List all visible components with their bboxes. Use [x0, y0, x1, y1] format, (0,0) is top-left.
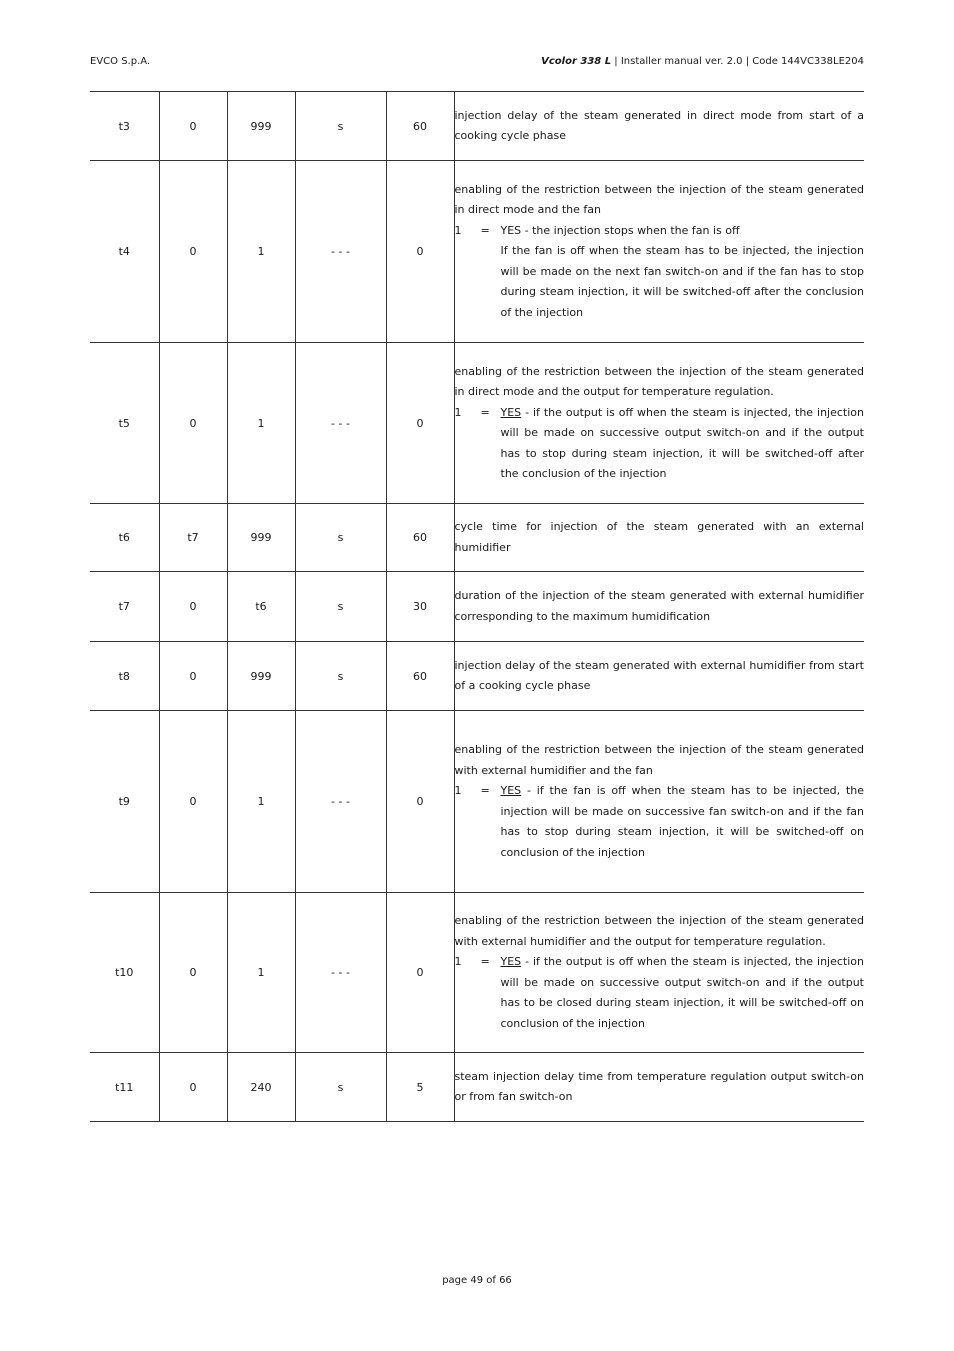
param-default: 0	[386, 893, 454, 1053]
doc-version-code: | Installer manual ver. 2.0 | Code 144VC338LE204	[611, 56, 864, 67]
param-min: 0	[159, 161, 227, 343]
option-key: 1	[454, 405, 462, 419]
param-code: t7	[90, 572, 159, 642]
option-text: YES - the injection stops when the fan is off	[500, 223, 740, 237]
description-text: duration of the injection of the steam generated with external humidifier corresponding to the maximum humidification	[454, 589, 864, 623]
param-description	[454, 161, 864, 343]
param-max: 999	[227, 504, 295, 572]
param-default: 60	[386, 504, 454, 572]
param-description	[454, 504, 864, 572]
param-description	[454, 92, 864, 161]
option-key: 1	[454, 223, 462, 237]
option-note: If the fan is off when the steam has to be injected, the injection will be made on the next fan switch-on and if the fan has to stop during steam injection, it will be switched-off after the conclusion of the injection	[500, 244, 864, 319]
param-unit: s	[295, 642, 386, 711]
option-text: - if the output is off when the steam is injected, the injection will be made on successive output switch-on and if the output has to stop during steam injection, it will be switched-off after the conclusion of the injection	[500, 405, 864, 480]
param-default: 60	[386, 92, 454, 161]
param-min: 0	[159, 642, 227, 711]
param-max: 1	[227, 343, 295, 504]
parameters-table	[90, 91, 864, 1122]
option-yes: YES	[500, 784, 522, 797]
param-description	[454, 893, 864, 1053]
param-min: 0	[159, 1053, 227, 1122]
param-code: t5	[90, 343, 159, 504]
param-default: 5	[386, 1053, 454, 1122]
table-row	[90, 343, 864, 504]
param-description	[454, 1053, 864, 1122]
option-line	[455, 221, 865, 324]
param-max: 1	[227, 711, 295, 893]
option-line	[455, 781, 865, 863]
param-min: 0	[159, 572, 227, 642]
param-max: 1	[227, 161, 295, 343]
param-min: 0	[159, 343, 227, 504]
param-default: 0	[386, 161, 454, 343]
param-code: t4	[90, 161, 159, 343]
param-max: t6	[227, 572, 295, 642]
table-row	[90, 161, 864, 343]
option-equals: =	[480, 223, 490, 237]
param-max: 999	[227, 92, 295, 161]
param-unit: - - -	[295, 161, 386, 343]
param-code: t10	[90, 893, 159, 1053]
description-text: injection delay of the steam generated with external humidifier from start of a cooking cycle phase	[454, 658, 864, 692]
table-row	[90, 572, 864, 642]
param-default: 30	[386, 572, 454, 642]
param-unit: s	[295, 572, 386, 642]
option-key: 1	[454, 784, 462, 797]
header-company: EVCO S.p.A.	[90, 56, 151, 67]
param-description	[454, 343, 864, 504]
table-row	[90, 504, 864, 572]
table-row	[90, 711, 864, 893]
option-yes: YES	[500, 405, 522, 419]
param-min: 0	[159, 92, 227, 161]
param-max: 999	[227, 642, 295, 711]
param-code: t8	[90, 642, 159, 711]
description-text: cycle time for injection of the steam generated with an external humidifier	[454, 520, 864, 554]
param-max: 240	[227, 1053, 295, 1122]
param-unit: s	[295, 92, 386, 161]
param-unit: s	[295, 1053, 386, 1122]
param-unit: - - -	[295, 893, 386, 1053]
description-text: enabling of the restriction between the injection of the steam generated with external humidifier and the fan	[454, 743, 864, 777]
option-equals: =	[480, 784, 490, 797]
param-unit: s	[295, 504, 386, 572]
option-yes: YES	[500, 955, 522, 968]
param-description	[454, 572, 864, 642]
option-line	[455, 403, 865, 485]
param-unit: - - -	[295, 343, 386, 504]
param-min: 0	[159, 893, 227, 1053]
description-text: enabling of the restriction between the injection of the steam generated with external humidifier and the output for temperature regulation.	[454, 914, 864, 948]
header-doc-info	[541, 56, 864, 67]
table-row	[90, 92, 864, 161]
page-number: page 49 of 66	[442, 1275, 512, 1286]
table-row	[90, 893, 864, 1053]
description-text: injection delay of the steam generated in direct mode from start of a cooking cycle phase	[454, 108, 864, 142]
param-min: 0	[159, 711, 227, 893]
param-default: 0	[386, 711, 454, 893]
param-min: t7	[159, 504, 227, 572]
table-row	[90, 1053, 864, 1122]
param-max: 1	[227, 893, 295, 1053]
param-code: t6	[90, 504, 159, 572]
option-text: - if the fan is off when the steam has to be injected, the injection will be made on successive fan switch-on and if the fan has to stop during steam injection, it will be switched-off on conclusion of the injection	[500, 784, 864, 859]
option-line	[455, 952, 865, 1034]
param-default: 60	[386, 642, 454, 711]
option-equals: =	[480, 955, 490, 968]
description-text: enabling of the restriction between the injection of the steam generated in direct mode and the fan	[454, 182, 864, 217]
table-row	[90, 642, 864, 711]
param-description	[454, 711, 864, 893]
param-code: t3	[90, 92, 159, 161]
description-text: steam injection delay time from temperature regulation output switch-on or from fan switch-on	[454, 1069, 864, 1103]
param-unit: - - -	[295, 711, 386, 893]
param-code: t11	[90, 1053, 159, 1122]
param-code: t9	[90, 711, 159, 893]
option-equals: =	[480, 405, 490, 419]
description-text: enabling of the restriction between the injection of the steam generated in direct mode and the output for temperature regulation.	[454, 364, 864, 398]
product-name: Vcolor 338 L	[541, 56, 612, 67]
param-default: 0	[386, 343, 454, 504]
option-text: - if the output is off when the steam is injected, the injection will be made on successive output switch-on and if the output has to be closed during steam injection, it will be switched-off on conclusion of the injection	[500, 955, 864, 1030]
option-key: 1	[454, 955, 462, 968]
param-description	[454, 642, 864, 711]
